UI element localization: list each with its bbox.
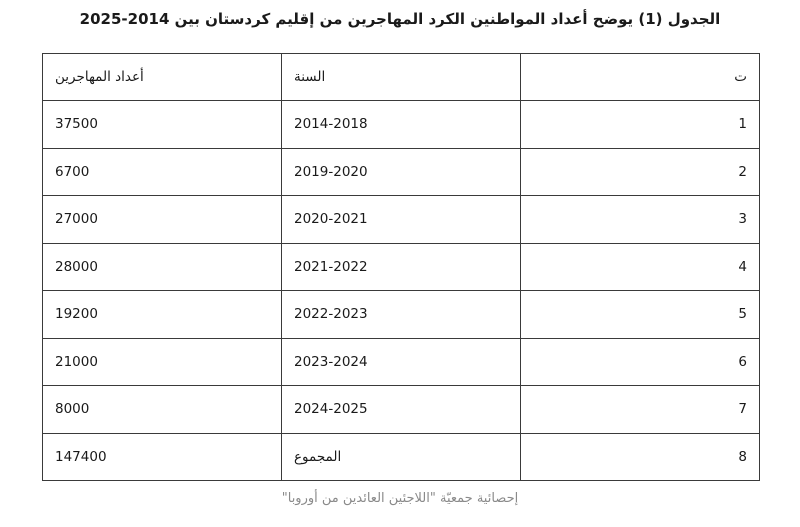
row-index: 7 <box>521 386 760 434</box>
row-year: 2023-2024 <box>282 338 521 386</box>
header-count: أعداد المهاجرين <box>43 54 282 101</box>
table-row <box>43 386 760 434</box>
row-index: 2 <box>521 148 760 196</box>
row-index: 6 <box>521 338 760 386</box>
migrants-table <box>42 53 760 481</box>
row-total-count: 147400 <box>43 433 282 481</box>
header-index: ت <box>521 54 760 101</box>
row-year: 2019-2020 <box>282 148 521 196</box>
row-count: 8000 <box>43 386 282 434</box>
table-row-total <box>43 433 760 481</box>
row-count: 19200 <box>43 291 282 339</box>
row-total-label: المجموع <box>282 433 521 481</box>
row-year: 2014-2018 <box>282 101 521 149</box>
table-header-row <box>43 54 760 101</box>
table-row <box>43 243 760 291</box>
row-count: 27000 <box>43 196 282 244</box>
row-count: 28000 <box>43 243 282 291</box>
row-count: 21000 <box>43 338 282 386</box>
row-index: 3 <box>521 196 760 244</box>
row-count: 6700 <box>43 148 282 196</box>
table-row <box>43 291 760 339</box>
table-row <box>43 196 760 244</box>
row-year: 2022-2023 <box>282 291 521 339</box>
row-year: 2024-2025 <box>282 386 521 434</box>
source-caption: إحصائية جمعيّة "اللاجئين العائدين من أوروبا" <box>281 491 519 506</box>
row-index: 1 <box>521 101 760 149</box>
row-year: 2020-2021 <box>282 196 521 244</box>
row-index: 8 <box>521 433 760 481</box>
row-index: 5 <box>521 291 760 339</box>
header-year: السنة <box>282 54 521 101</box>
table-row <box>43 148 760 196</box>
table-row <box>43 101 760 149</box>
row-count: 37500 <box>43 101 282 149</box>
row-year: 2021-2022 <box>282 243 521 291</box>
row-index: 4 <box>521 243 760 291</box>
table-row <box>43 338 760 386</box>
table-title: الجدول (1) يوضح أعداد المواطنين الكرد المهاجرين من إقليم كردستان بين 2014-2025 <box>79 10 721 28</box>
